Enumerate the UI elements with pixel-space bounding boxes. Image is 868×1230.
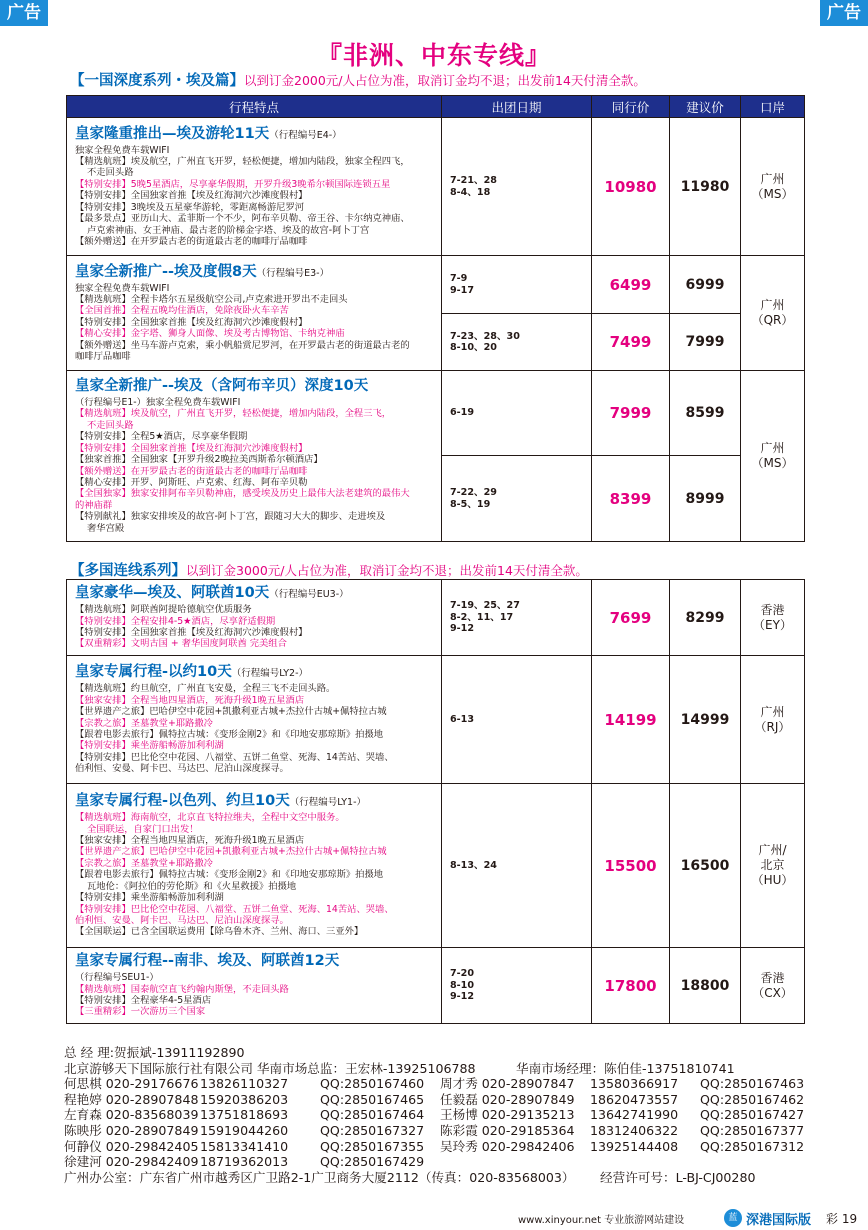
- tour-feature-line: 全国联运，自家门口出发！: [87, 823, 199, 835]
- contact-row: [64, 1107, 824, 1123]
- cell-line: 7-9: [450, 273, 468, 284]
- contact-field: 周才秀 020-28907847: [440, 1076, 575, 1092]
- table-header-row: [67, 96, 805, 118]
- tour-feature-line: 【特别安排】全国独家首推【埃及红海洞穴沙滩度假村】: [75, 190, 308, 202]
- cell-line: 北京: [760, 858, 785, 872]
- tour-feature-line: 【精选航班】埃及航空，广州直飞开罗，轻松便捷，增加内陆段，全程三飞，: [75, 408, 392, 420]
- header-dates: 出团日期: [442, 96, 592, 118]
- tour-feature-line: 【特别安排】3晚埃及五星豪华游轮，零距离畅游尼罗河: [75, 201, 305, 213]
- departure-port: [741, 948, 805, 1024]
- tour-feature-line: 【精选航班】约旦航空，广州直飞安曼，全程三飞不走回头路。: [75, 683, 336, 695]
- contact-field: 陈映彤 020-28907849: [64, 1122, 199, 1138]
- tour-row: [67, 256, 805, 314]
- tour-feature-line: 【特别安排】乘坐游船畅游加利利湖: [75, 892, 224, 904]
- header-suggested-price: 建议价: [670, 96, 741, 118]
- contact-field: QQ:2850167429: [320, 1154, 425, 1170]
- cell-line: 9-12: [450, 991, 475, 1003]
- departure-dates: [442, 784, 592, 948]
- cell-line: 8-4、18: [450, 186, 491, 198]
- footer-website: www.xinyour.net 专业旅游网站建设: [518, 1215, 685, 1226]
- section2-note: 以到订金3000元/人占位为准，取消订金均不退；出发前14天付清全款。: [186, 563, 588, 578]
- tour-feature-line: （行程编号E1-）独家全程免费车载WIFI: [75, 397, 241, 409]
- tour-row: [67, 118, 805, 256]
- contact-field: 何静仪 020-29842405: [64, 1138, 199, 1154]
- contact-row: [64, 1123, 824, 1139]
- tour-feature-line: 不走回头路: [87, 419, 134, 431]
- contact-field: 15813341410: [200, 1138, 289, 1154]
- tour-name: 皇家全新推广--埃及度假8天（行程编号E3-）: [75, 263, 330, 280]
- cell-line: （CX）: [752, 985, 793, 1000]
- tour-feature-line: 【特别安排】全国独家首推【埃及红海洞穴沙滩度假村】: [75, 442, 308, 454]
- section2-heading: [70, 562, 588, 580]
- section1-category: 【一国深度系列・埃及篇】: [70, 73, 244, 89]
- tour-feature-line: 【独家首推】全国独家【开罗升级2晚拉美西斯希尔顿酒店】: [75, 454, 323, 466]
- tour-row: [67, 948, 805, 1024]
- tour-description: [67, 784, 442, 948]
- suggested-price: 8999: [670, 456, 741, 542]
- tour-feature-line: 【双重精彩】文明古国 + 奢华国度阿联酋 完美组合: [75, 638, 287, 650]
- cell-line: （EY）: [753, 617, 792, 632]
- general-manager: 总 经 理:贺振斌-13911192890: [64, 1045, 245, 1060]
- tour-feature-line: 【特别献礼】独家安排埃及的故宫-阿卜丁宫，跟随习大大的脚步、走进埃及: [75, 511, 386, 523]
- contact-field: QQ:2850167377: [700, 1122, 805, 1138]
- cell-line: 广州: [760, 704, 785, 719]
- suggested-price: 6999: [670, 256, 741, 314]
- contact-field: 15919044260: [200, 1122, 289, 1138]
- suggested-price: 18800: [670, 948, 741, 1024]
- company-line: [64, 1061, 824, 1077]
- tour-feature-line: 【三重精彩】一次游历三个国家: [75, 1006, 206, 1018]
- suggested-price: 8299: [670, 580, 741, 656]
- tour-feature-line: 【最多景点】亚历山大、孟菲斯一个不少，阿布辛贝勒、帝王谷、卡尔纳克神庙、: [75, 213, 410, 225]
- tour-feature-line: 【精心安排】开罗、阿斯旺、卢克索、红海、阿布辛贝勒: [75, 476, 308, 488]
- tour-feature-line: 咖啡厅品咖啡: [75, 351, 131, 363]
- contact-field: 陈彩霞 020-29185364: [440, 1122, 575, 1138]
- contact-field: 左育森 020-83568039: [64, 1107, 199, 1123]
- contact-field: 王杨博 020-29135213: [440, 1107, 575, 1123]
- page-footer: [0, 1206, 868, 1230]
- header-peer-price: 同行价: [592, 96, 670, 118]
- contact-field: 程艳婷 020-28907848: [64, 1091, 199, 1107]
- tour-feature-line: 【精心安排】金字塔、狮身人面像、埃及考古博物馆、卡纳克神庙: [75, 328, 345, 340]
- contact-field: QQ:2850167463: [700, 1076, 805, 1092]
- departure-port: [741, 580, 805, 656]
- departure-dates: [442, 948, 592, 1024]
- cell-line: 7-23、28、30: [450, 330, 520, 342]
- company-director: 北京游够天下国际旅行社有限公司 华南市场总监：王宏林-13925106788: [64, 1060, 476, 1076]
- tour-name: 皇家专属行程-以色列、约旦10天（行程编号LY1-）: [75, 793, 367, 810]
- tour-feature-line: 【跟着电影去旅行】佩特拉古城：《变形金刚2》和《印地安那琼斯》拍摄地: [75, 869, 384, 881]
- departure-dates: [442, 118, 592, 256]
- multi-country-tour-table: [66, 579, 805, 1024]
- peer-price: 7999: [592, 371, 670, 456]
- header-features: 行程特点: [67, 96, 442, 118]
- tour-feature-line: （行程编号SEU1-）: [75, 972, 159, 984]
- cell-line: （QR）: [751, 313, 794, 327]
- peer-price: 7699: [592, 580, 670, 656]
- header-port: 口岸: [741, 96, 805, 118]
- tour-feature-line: 【特别安排】全程安排4-5★酒店，尽享舒适假期: [75, 615, 276, 627]
- peer-price: 8399: [592, 456, 670, 542]
- cell-line: 8-2、11、17: [450, 611, 514, 623]
- cell-line: 广州: [760, 441, 785, 455]
- egypt-tour-table: [66, 95, 805, 542]
- cell-line: 8-10: [450, 979, 475, 991]
- office-line: [64, 1170, 824, 1186]
- footer-brand: 深港国际版: [746, 1213, 812, 1228]
- tour-feature-line: 【精选航班】国泰航空直飞约翰内斯堡，不走回头路: [75, 983, 289, 995]
- tour-feature-line: 【特别安排】5晚5星酒店，尽享豪华假期，开罗升级3晚希尔顿国际连锁五星: [75, 178, 391, 190]
- cell-line: （MS）: [751, 456, 794, 470]
- cell-line: 9-12: [450, 623, 475, 635]
- tour-description: [67, 580, 442, 656]
- page-number: 彩 19: [826, 1212, 858, 1226]
- cell-line: 9-17: [450, 284, 475, 296]
- tour-name: 皇家隆重推出—埃及游轮11天（行程编号E4-）: [75, 125, 342, 142]
- cell-line: （MS）: [751, 186, 794, 201]
- departure-dates: [442, 456, 592, 542]
- cell-line: （RJ）: [754, 719, 791, 734]
- tour-feature-line: 的神庙群: [75, 499, 113, 511]
- contact-field: QQ:2850167327: [320, 1122, 425, 1138]
- tour-feature-line: 【精选航班】全程卡塔尔五星级航空公司,卢克索进开罗出不走回头: [75, 293, 348, 305]
- tour-name: 皇家全新推广--埃及（含阿布辛贝）深度10天: [75, 378, 369, 395]
- contact-field: QQ:2850167465: [320, 1091, 425, 1107]
- tour-feature-line: 【全国联运】已含全国联运费用【除乌鲁木齐、兰州、海口、三亚外】: [75, 926, 364, 938]
- contact-field: 18719362013: [200, 1154, 289, 1170]
- tour-row: [67, 371, 805, 456]
- cell-line: 7-22、29: [450, 487, 497, 498]
- contact-row: [64, 1154, 824, 1170]
- peer-price: 14199: [592, 656, 670, 784]
- contact-field: 13925144408: [590, 1138, 679, 1154]
- tour-name: 皇家专属行程--南非、埃及、阿联酋12天: [75, 953, 340, 970]
- office-address: 广州办公室：广东省广州市越秀区广卫路2-1广卫商务大厦2112（传真：020-83568003）: [64, 1169, 575, 1185]
- south-china-manager: 华南市场经理：陈伯佳-13751810741: [516, 1060, 735, 1076]
- tour-description: [67, 118, 442, 256]
- contact-field: QQ:2850167355: [320, 1138, 425, 1154]
- license-number: 经营许可号：L-BJ-CJ00280: [600, 1169, 756, 1185]
- tour-feature-line: 【特别安排】乘坐游船畅游加利利湖: [75, 740, 224, 752]
- contact-field: 13642741990: [590, 1107, 679, 1123]
- departure-dates: [442, 256, 592, 314]
- tour-feature-line: 【额外赠送】在开罗最古老的街道最古老的咖啡厅品咖啡: [75, 235, 308, 247]
- tour-feature-line: 【额外赠送】坐马车游卢克索，乘小帆船赏尼罗河，在开罗最古老的街道最古老的: [75, 339, 410, 351]
- contact-field: 13826110327: [200, 1076, 289, 1092]
- suggested-price: 7999: [670, 314, 741, 371]
- suggested-price: 16500: [670, 784, 741, 948]
- cell-line: 7-19、25、27: [450, 600, 520, 612]
- tour-feature-line: 【特别安排】全国独家首推【埃及红海洞穴沙滩度假村】: [75, 316, 308, 328]
- tour-feature-line: 伯利恒、安曼、阿卡巴、马达巴、尼泊山深度探寻。: [75, 914, 289, 926]
- suggested-price: 8599: [670, 371, 741, 456]
- tour-row: [67, 656, 805, 784]
- brand-logo-icon: 蓝: [724, 1209, 742, 1227]
- tour-feature-line: 【全国独家】独家安排阿布辛贝勒神庙，感受埃及历史上最伟大法老建筑的最伟大: [75, 488, 410, 500]
- tour-feature-line: 【世界遗产之旅】巴哈伊空中花园+凯撒利亚古城+杰拉什古城+佩特拉古城: [75, 706, 387, 718]
- tour-feature-line: 【全国首推】全程五晚均住酒店，免除夜卧火车辛苦: [75, 305, 289, 317]
- tour-feature-line: 【精选航班】海南航空，北京直飞特拉维夫，全程中文空中服务。: [75, 812, 345, 824]
- tour-feature-line: 【独家安排】全程当地四星酒店，死海升级1晚五星酒店: [75, 694, 305, 706]
- cell-line: 8-5、19: [450, 498, 491, 510]
- tour-feature-line: 【精选航班】阿联酋阿提哈德航空优质服务: [75, 604, 252, 616]
- departure-dates: [442, 580, 592, 656]
- tour-feature-line: 【特别安排】全程豪华4-5星酒店: [75, 995, 212, 1006]
- section1-heading: [70, 72, 646, 90]
- peer-price: 15500: [592, 784, 670, 948]
- departure-dates: [442, 371, 592, 456]
- cell-line: 8-10、20: [450, 342, 497, 353]
- cell-line: 8-13、24: [450, 859, 497, 871]
- departure-port: [741, 256, 805, 371]
- cell-line: 香港: [760, 602, 785, 617]
- tour-name: 皇家专属行程-以约10天（行程编号LY2-）: [75, 664, 309, 681]
- tour-feature-line: 【额外赠送】在开罗最古老的街道最古老的咖啡厅品咖啡: [75, 465, 308, 477]
- page-title: 『非洲、中东专线』: [316, 41, 551, 70]
- contact-field: 何思棋 020-29176676: [64, 1076, 199, 1092]
- ad-label-left: 广告: [0, 0, 48, 26]
- contact-row: [64, 1092, 824, 1108]
- contact-field: 18620473557: [590, 1091, 679, 1107]
- contact-field: QQ:2850167427: [700, 1107, 805, 1123]
- contact-field: QQ:2850167312: [700, 1138, 805, 1154]
- tour-feature-line: 卢克索神庙、女王神庙、最古老的阶梯金字塔、埃及的故宫-阿卜丁宫: [87, 224, 370, 236]
- contact-field: QQ:2850167464: [320, 1107, 425, 1123]
- contact-field: 吴玲秀 020-29842406: [440, 1138, 575, 1154]
- cell-line: 7-21、28: [450, 175, 497, 186]
- tour-description: [67, 656, 442, 784]
- tour-feature-line: 【宗教之旅】圣墓教堂+耶路撒冷: [75, 717, 213, 729]
- peer-price: 17800: [592, 948, 670, 1024]
- tour-feature-line: 不走回头路: [87, 167, 134, 179]
- tour-feature-line: 【特别安排】巴比伦空中花园、八福堂、五饼二鱼堂、死海、14苦站、哭墙、: [75, 751, 394, 763]
- peer-price: 7499: [592, 314, 670, 371]
- cell-line: 7-20: [450, 968, 475, 980]
- peer-price: 6499: [592, 256, 670, 314]
- tour-description: [67, 371, 442, 542]
- departure-port: [741, 371, 805, 542]
- departure-port: [741, 656, 805, 784]
- tour-row: [67, 784, 805, 948]
- peer-price: 10980: [592, 118, 670, 256]
- tour-description: [67, 256, 442, 371]
- contact-field: QQ:2850167462: [700, 1091, 805, 1107]
- contact-field: 13751818693: [200, 1107, 289, 1123]
- contact-row: [64, 1076, 824, 1092]
- suggested-price: 14999: [670, 656, 741, 784]
- section1-note: 以到订金2000元/人占位为准，取消订金均不退；出发前14天付清全款。: [244, 73, 646, 88]
- contact-field: 任毅磊 020-28907849: [440, 1091, 575, 1107]
- cell-line: （HU）: [751, 873, 794, 887]
- tour-row: [67, 580, 805, 656]
- tour-feature-line: 【跟着电影去旅行】佩特拉古城：《变形金刚2》和《印地安那琼斯》拍摄地: [75, 729, 384, 740]
- cell-line: 香港: [760, 970, 785, 985]
- cell-line: 广州: [760, 298, 785, 312]
- tour-feature-line: 【精选航班】埃及航空，广州直飞开罗，轻松便捷，增加内陆段，独家全程四飞，: [75, 156, 410, 168]
- tour-description: [67, 948, 442, 1024]
- tour-feature-line: 瓦地伦：《阿拉伯的劳伦斯》和《火星救援》拍摄地: [87, 880, 297, 892]
- tour-feature-line: 【独家安排】全程当地四星酒店，死海升级1晚五星酒店: [75, 835, 305, 847]
- tour-feature-line: 【世界遗产之旅】巴哈伊空中花园+凯撒利亚古城+杰拉什古城+佩特拉古城: [75, 846, 387, 858]
- cell-line: 广州: [760, 171, 785, 186]
- tour-feature-line: 【特别安排】全国独家首推【埃及红海洞穴沙滩度假村】: [75, 627, 308, 638]
- departure-dates: [442, 314, 592, 371]
- suggested-price: 11980: [670, 118, 741, 256]
- contact-field: 18312406322: [590, 1122, 679, 1138]
- contact-row: [64, 1139, 824, 1155]
- departure-dates: [442, 656, 592, 784]
- contact-field: 15920386203: [200, 1091, 289, 1107]
- cell-line: 广州/: [758, 843, 787, 857]
- contact-field: 13580366917: [590, 1076, 679, 1092]
- tour-feature-line: 伯利恒、安曼、阿卡巴、马达巴、尼泊山深度探寻。: [75, 763, 289, 775]
- cell-line: 6-13: [450, 713, 475, 725]
- contact-field: QQ:2850167460: [320, 1076, 425, 1092]
- tour-name: 皇家豪华—埃及、阿联酋10天（行程编号EU3-）: [75, 585, 349, 602]
- departure-port: [741, 784, 805, 948]
- tour-feature-line: 奢华宫殿: [87, 522, 125, 534]
- contact-field: 徐建河 020-29842409: [64, 1154, 199, 1170]
- tour-feature-line: 独家全程免费车载WIFI: [75, 144, 170, 156]
- contact-block: [64, 1045, 824, 1185]
- departure-port: [741, 118, 805, 256]
- tour-feature-line: 【特别安排】全程5★酒店，尽享豪华假期: [75, 431, 248, 443]
- ad-label-right: 广告: [820, 0, 868, 26]
- tour-feature-line: 独家全程免费车载WIFI: [75, 282, 170, 294]
- tour-feature-line: 【宗教之旅】圣墓教堂+耶路撒冷: [75, 857, 213, 869]
- cell-line: 6-19: [450, 407, 475, 419]
- section2-category: 【多国连线系列】: [70, 563, 186, 579]
- tour-feature-line: 【特别安排】巴比伦空中花园、八福堂、五饼二鱼堂、死海、14苦站、哭墙、: [75, 903, 394, 915]
